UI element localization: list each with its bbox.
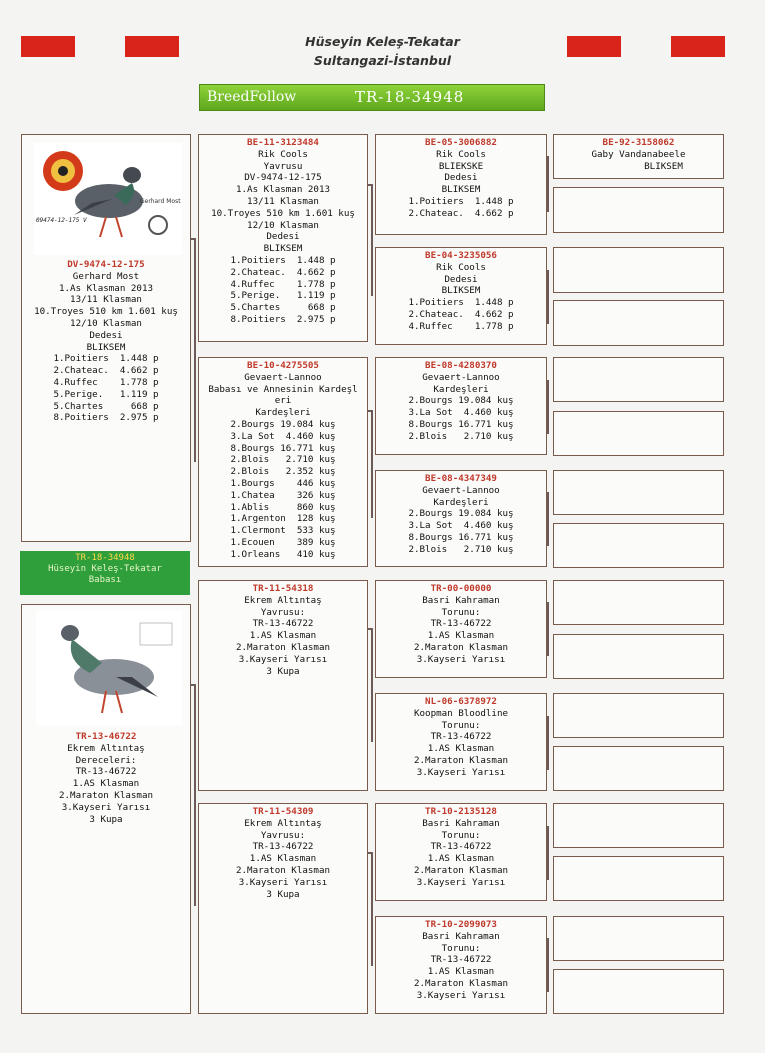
- gen3-line: TR-13-46722: [430, 841, 492, 853]
- sire-card: [21, 134, 191, 542]
- gen2-line: 1.Argenton 128 kuş: [230, 513, 336, 525]
- dam-line: 3.Kayseri Yarısı: [61, 801, 151, 813]
- gen3-line: BLIKSEM: [441, 285, 481, 297]
- dam-line: 2.Maraton Klasman: [58, 789, 154, 801]
- gen3-line: 8.Bourgs 16.771 kuş: [408, 418, 514, 430]
- red-marker-left-1: [21, 36, 75, 57]
- connector: [371, 852, 373, 966]
- subject-owner: Hüseyin Keleş-Tekatar: [48, 564, 162, 574]
- gen2-ring: BE-11-3123484: [247, 137, 319, 148]
- gen2-line: 1.Ecouen 389 kuş: [230, 536, 336, 548]
- gen3-line: Basri Kahraman: [422, 817, 500, 829]
- gen2-card-2: [198, 357, 368, 567]
- gen4-line: Gaby Vandanabeele: [591, 148, 686, 160]
- gen3-line: 2.Maraton Klasman: [413, 977, 509, 989]
- gen4-card-3: [553, 247, 724, 293]
- connector: [547, 602, 549, 656]
- gen3-line: Kardeşleri: [433, 496, 489, 508]
- gen3-ring: BE-08-4280370: [425, 360, 497, 371]
- dam-line: Ekrem Altıntaş: [67, 742, 145, 754]
- gen2-card-4: [198, 803, 368, 1014]
- gen3-line: 2.Maraton Klasman: [413, 754, 509, 766]
- gen3-line: 1.AS Klasman: [427, 743, 495, 755]
- gen4-card-4: [553, 300, 724, 346]
- gen2-line: 13/11 Klasman: [247, 195, 319, 207]
- connector: [371, 184, 373, 296]
- gen4-card-12: [553, 746, 724, 791]
- gen2-line: 3 Kupa: [266, 888, 300, 900]
- gen3-line: 2.Maraton Klasman: [413, 864, 509, 876]
- gen4-card-15: [553, 916, 724, 961]
- gen4-card-10: [553, 634, 724, 679]
- subject-card: [20, 551, 190, 595]
- gen3-line: 2.Blois 2.710 kuş: [408, 430, 514, 442]
- sire-line: 1.Poitiers 1.448 p: [53, 353, 159, 365]
- sire-line: 5.Chartes 668 p: [53, 400, 159, 412]
- gen2-line: DV-9474-12-175: [244, 172, 322, 184]
- gen4-card-16: [553, 969, 724, 1014]
- connector: [547, 492, 549, 546]
- gen2-line: 3.La Sot 4.460 kuş: [230, 430, 336, 442]
- gen2-line: 1.AS Klasman: [249, 630, 317, 642]
- gen3-line: Koopman Bloodline: [413, 707, 509, 719]
- gen2-line: TR-13-46722: [252, 841, 314, 853]
- gen3-line: Basri Kahraman: [422, 594, 500, 606]
- connector: [547, 938, 549, 992]
- gen3-line: Torunu:: [441, 719, 481, 731]
- dam-card: [21, 604, 191, 1014]
- subject-relation: Babası: [88, 575, 122, 585]
- gen2-line: 1.AS Klasman: [249, 853, 317, 865]
- gen3-card-8: [375, 916, 547, 1014]
- dam-ring: TR-13-46722: [75, 731, 137, 742]
- gen2-line: Ekrem Altıntaş: [244, 817, 322, 829]
- gen2-line: 1.Poitiers 1.448 p: [230, 254, 336, 266]
- gen2-line: BLIKSEM: [263, 243, 303, 255]
- connector: [371, 628, 373, 742]
- gen2-line: 2.Blois 2.352 kuş: [230, 466, 336, 478]
- ring-number: TR-18-34948: [355, 88, 465, 106]
- gen3-line: 1.Poitiers 1.448 p: [408, 195, 514, 207]
- gen3-line: 2.Chateac. 4.662 p: [408, 207, 514, 219]
- gen3-line: BLIKSEM: [441, 184, 481, 196]
- gen4-line: BLIKSEM: [644, 160, 683, 172]
- gen3-ring: NL-06-6378972: [425, 696, 497, 707]
- sire-ring: DV-9474-12-175: [67, 259, 145, 270]
- sire-line: 13/11 Klasman: [70, 294, 142, 306]
- gen2-ring: TR-11-54309: [252, 806, 314, 817]
- gen2-line: Rik Cools: [258, 148, 308, 160]
- gen4-card-11: [553, 693, 724, 738]
- sire-line: 4.Ruffec 1.778 p: [53, 376, 159, 388]
- gen4-card-13: [553, 803, 724, 848]
- gen3-line: TR-13-46722: [430, 731, 492, 743]
- gen2-line: Yavrusu:: [260, 829, 306, 841]
- connector: [547, 716, 549, 770]
- gen4-card-14: [553, 856, 724, 901]
- gen3-line: 1.Poitiers 1.448 p: [408, 297, 514, 309]
- gen2-line: 5.Chartes 668 p: [230, 302, 336, 314]
- gen2-line: 2.Blois 2.710 kuş: [230, 454, 336, 466]
- gen3-line: 1.AS Klasman: [427, 630, 495, 642]
- gen3-line: Torunu:: [441, 606, 481, 618]
- gen3-line: Torunu:: [441, 942, 481, 954]
- gen4-card-2: [553, 187, 724, 233]
- gen3-line: Dedesi: [444, 172, 478, 184]
- connector: [194, 684, 196, 906]
- gen3-line: 2.Maraton Klasman: [413, 641, 509, 653]
- svg-text:Gerhard Most: Gerhard Most: [140, 198, 181, 205]
- gen2-line: 3 Kupa: [266, 665, 300, 677]
- gen3-line: 2.Chateac. 4.662 p: [408, 308, 514, 320]
- gen3-ring: TR-00-00000: [430, 583, 492, 594]
- dam-line: TR-13-46722: [75, 766, 137, 778]
- gen3-line: Gevaert-Lannoo: [422, 371, 500, 383]
- gen3-line: 2.Bourgs 19.084 kuş: [408, 395, 514, 407]
- gen2-line: 1.Chatea 326 kuş: [230, 489, 336, 501]
- gen3-line: Torunu:: [441, 829, 481, 841]
- gen3-line: TR-13-46722: [430, 954, 492, 966]
- red-marker-right-2: [671, 36, 725, 57]
- gen4-card-6: [553, 411, 724, 456]
- gen3-ring: TR-10-2135128: [425, 806, 497, 817]
- gen3-line: 8.Bourgs 16.771 kuş: [408, 531, 514, 543]
- gen3-card-3: [375, 357, 547, 455]
- gen2-line: 1.Orleans 410 kuş: [230, 548, 336, 560]
- gen2-line: 3.Kayseri Yarısı: [238, 653, 328, 665]
- gen2-line: 4.Ruffec 1.778 p: [230, 278, 336, 290]
- connector: [547, 826, 549, 880]
- dam-line: Dereceleri:: [75, 754, 137, 766]
- gen3-line: 3.La Sot 4.460 kuş: [408, 407, 514, 419]
- gen3-card-2: [375, 247, 547, 345]
- gen3-ring: BE-08-4347349: [425, 473, 497, 484]
- sire-line: Gerhard Most: [72, 270, 140, 282]
- gen4-card-8: [553, 523, 724, 568]
- title-bar: [199, 84, 545, 111]
- gen3-card-1: [375, 134, 547, 235]
- gen4-card-7: [553, 470, 724, 515]
- connector: [547, 156, 549, 212]
- gen2-line: 1.Clermont 533 kuş: [230, 525, 336, 537]
- gen3-line: 3.Kayseri Yarısı: [416, 876, 506, 888]
- gen2-line: TR-13-46722: [252, 618, 314, 630]
- sire-line: 10.Troyes 510 km 1.601 kuş: [34, 306, 178, 318]
- sire-line: 2.Chateac. 4.662 p: [53, 365, 159, 377]
- gen3-ring: BE-04-3235056: [425, 250, 497, 261]
- gen2-ring: TR-11-54318: [252, 583, 314, 594]
- gen2-line: eri: [274, 395, 292, 407]
- gen3-line: 1.AS Klasman: [427, 853, 495, 865]
- gen2-line: 3.Kayseri Yarısı: [238, 876, 328, 888]
- gen3-ring: BE-05-3006882: [425, 137, 497, 148]
- gen2-line: 2.Chateac. 4.662 p: [230, 266, 336, 278]
- connector: [547, 380, 549, 434]
- dam-line: 1.AS Klasman: [72, 778, 140, 790]
- gen2-line: 10.Troyes 510 km 1.601 kuş: [211, 207, 355, 219]
- dam-photo: [36, 611, 182, 725]
- pigeon-icon: [36, 611, 182, 725]
- sire-line: 1.As Klasman 2013: [58, 282, 154, 294]
- gen4-card-9: [553, 580, 724, 625]
- subject-ring: TR-18-34948: [75, 553, 135, 563]
- gen3-line: 1.AS Klasman: [427, 966, 495, 978]
- sire-line: Dedesi: [89, 329, 123, 341]
- gen2-line: Yavrusu: [263, 160, 303, 172]
- sire-line: 12/10 Klasman: [70, 317, 142, 329]
- gen2-line: Yavrusu:: [260, 606, 306, 618]
- gen2-line: 2.Maraton Klasman: [235, 864, 331, 876]
- gen2-card-3: [198, 580, 368, 791]
- gen3-line: 3.La Sot 4.460 kuş: [408, 520, 514, 532]
- sire-photo: [34, 143, 182, 255]
- gen3-line: BLIEKSKE: [438, 160, 484, 172]
- gen2-line: 2.Bourgs 19.084 kuş: [230, 418, 336, 430]
- gen3-line: Dedesi: [444, 273, 478, 285]
- connector: [371, 410, 373, 518]
- gen2-line: Babası ve Annesinin Kardeşl: [208, 383, 358, 395]
- dam-line: 3 Kupa: [89, 813, 123, 825]
- gen3-card-6: [375, 693, 547, 791]
- gen3-line: 2.Bourgs 19.084 kuş: [408, 508, 514, 520]
- gen3-line: Gevaert-Lannoo: [422, 484, 500, 496]
- gen2-line: Gevaert-Lannoo: [244, 371, 322, 383]
- owner-location: Sultangazi-İstanbul: [313, 53, 452, 68]
- gen2-line: 5.Perige. 1.119 p: [230, 290, 336, 302]
- red-marker-right-1: [567, 36, 621, 57]
- gen3-line: Rik Cools: [436, 261, 486, 273]
- gen2-line: Dedesi: [266, 231, 300, 243]
- gen4-card-5: [553, 357, 724, 402]
- gen3-card-4: [375, 470, 547, 567]
- owner-name: Hüseyin Keleş-Tekatar: [305, 34, 460, 49]
- connector: [194, 238, 196, 462]
- connector: [547, 270, 549, 324]
- gen3-line: Basri Kahraman: [422, 930, 500, 942]
- gen3-ring: TR-10-2099073: [425, 919, 497, 930]
- gen2-ring: BE-10-4275505: [247, 360, 319, 371]
- gen3-line: Rik Cools: [436, 148, 486, 160]
- gen2-line: Ekrem Altıntaş: [244, 594, 322, 606]
- sire-line: 5.Perige. 1.119 p: [53, 388, 159, 400]
- brand-label: BreedFollow: [207, 89, 297, 105]
- sire-line: BLIKSEM: [86, 341, 126, 353]
- pigeon-icon: [34, 143, 182, 255]
- gen2-line: 8.Poitiers 2.975 p: [230, 313, 336, 325]
- gen2-line: 1.Bourgs 446 kuş: [230, 477, 336, 489]
- gen3-line: 3.Kayseri Yarısı: [416, 989, 506, 1001]
- red-marker-left-2: [125, 36, 179, 57]
- gen3-card-7: [375, 803, 547, 901]
- gen3-line: Kardeşleri: [433, 383, 489, 395]
- gen3-line: 3.Kayseri Yarısı: [416, 653, 506, 665]
- gen3-line: TR-13-46722: [430, 618, 492, 630]
- gen2-line: 2.Maraton Klasman: [235, 641, 331, 653]
- gen2-card-1: [198, 134, 368, 342]
- gen2-line: 1.Ablis 860 kuş: [230, 501, 336, 513]
- gen4-card-1: [553, 134, 724, 179]
- gen3-line: 2.Blois 2.710 kuş: [408, 543, 514, 555]
- sire-line: 8.Poitiers 2.975 p: [53, 412, 159, 424]
- gen2-line: 8.Bourgs 16.771 kuş: [230, 442, 336, 454]
- gen3-card-5: [375, 580, 547, 678]
- gen2-line: 1.As Klasman 2013: [235, 184, 331, 196]
- gen3-line: 3.Kayseri Yarısı: [416, 766, 506, 778]
- gen2-line: Kardeşleri: [255, 407, 311, 419]
- sire-photo-caption: 09474-12-175 V: [36, 217, 87, 224]
- gen2-line: 12/10 Klasman: [247, 219, 319, 231]
- gen4-ring: BE-92-3158062: [602, 137, 675, 148]
- gen3-line: 4.Ruffec 1.778 p: [408, 320, 514, 332]
